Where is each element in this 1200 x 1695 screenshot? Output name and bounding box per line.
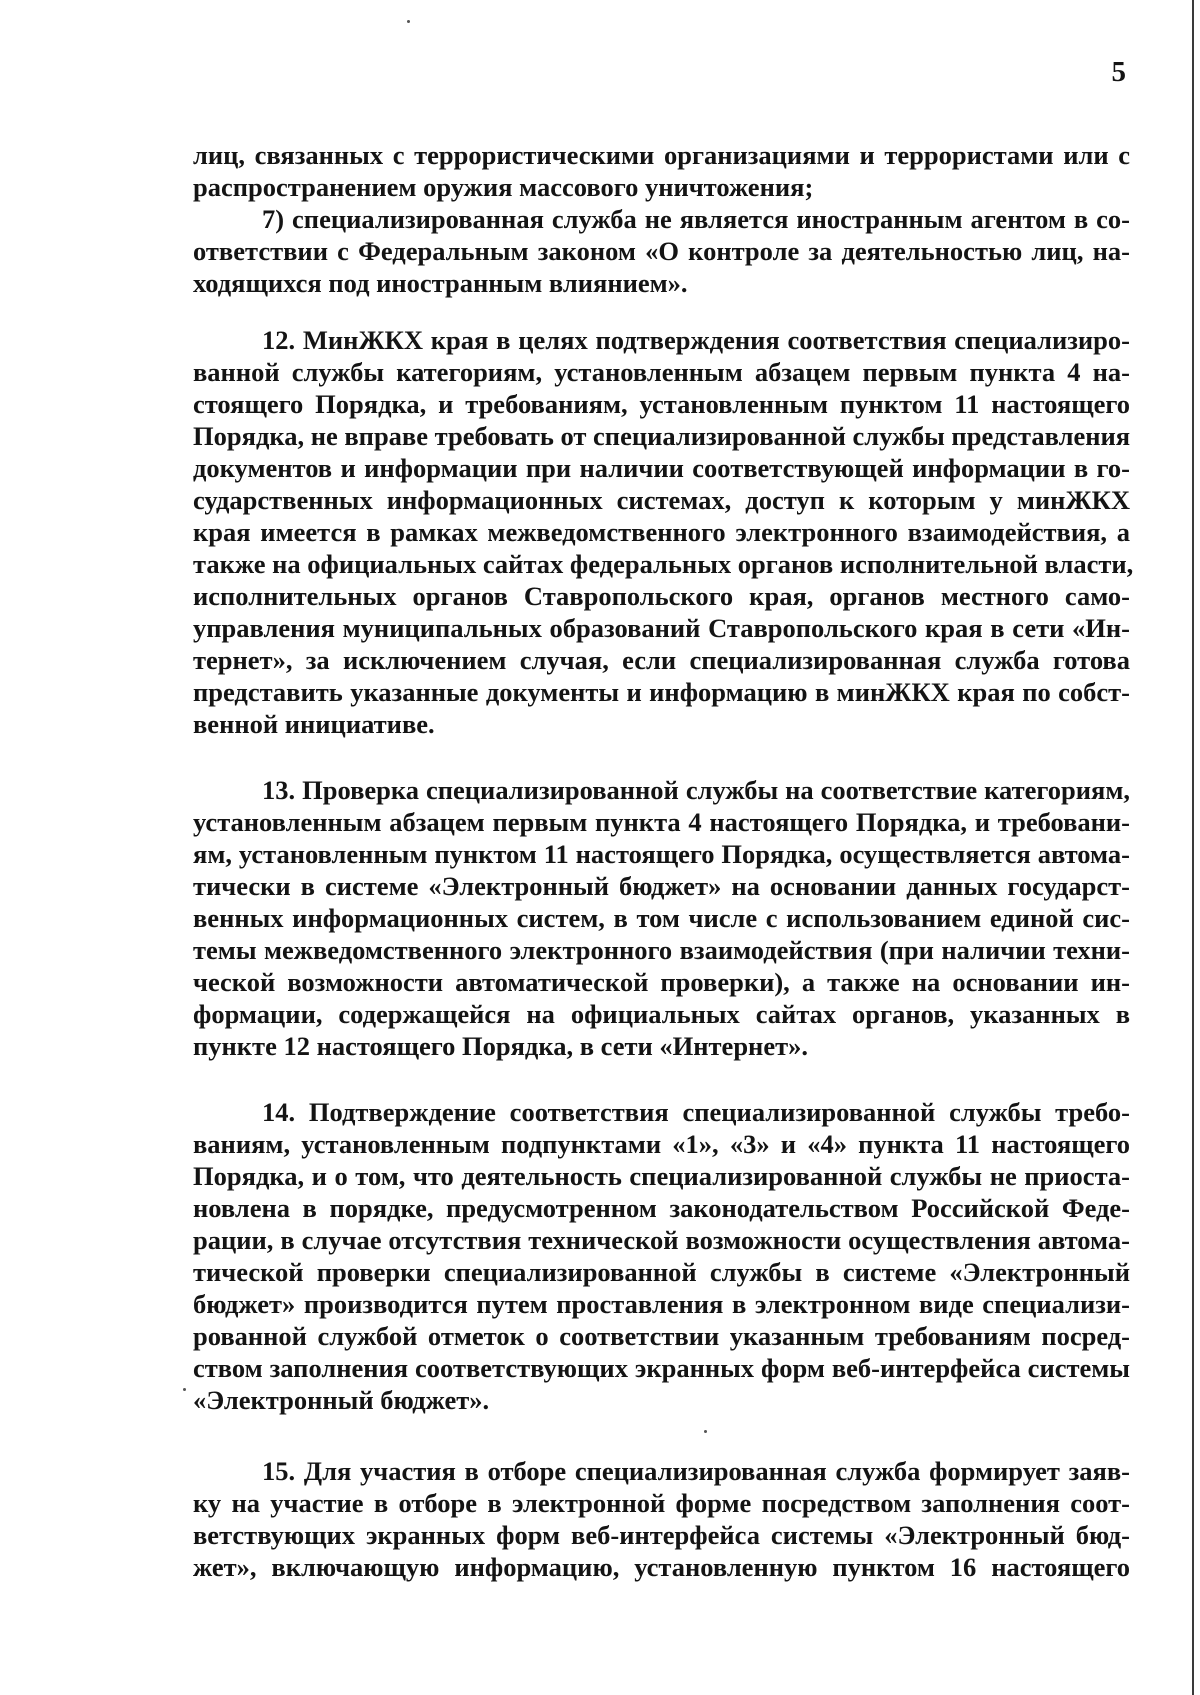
text-line: 13. Проверка специализированной службы на соответствие категориям,	[262, 775, 1130, 805]
text-line: венных информационных систем, в том числе с использованием единой сис-	[193, 903, 1130, 933]
text-line: Порядка, и о том, что деятельность специализированной службы не приоста-	[193, 1161, 1130, 1191]
text-line: Порядка, не вправе требовать от специализированной службы представления	[193, 421, 1131, 451]
text-line: исполнительных органов Ставропольского края, органов местного само-	[193, 581, 1130, 611]
text-line: тической проверки специализированной службы в системе «Электронный	[193, 1257, 1130, 1287]
text-line: пункте 12 настоящего Порядка, в сети «Интернет».	[193, 1031, 808, 1061]
text-line: установленным абзацем первым пункта 4 настоящего Порядка, и требовани-	[193, 807, 1130, 837]
text-line: лиц, связанных с террористическими организациями и террористами или с	[193, 140, 1130, 170]
text-line: сударственных информационных системах, доступ к которым у минЖКХ	[193, 485, 1130, 515]
text-line: управления муниципальных образований Ставропольского края в сети «Ин-	[193, 613, 1130, 643]
scan-speck	[704, 1430, 707, 1433]
text-line: новлена в порядке, предусмотренном законодательством Российской Феде-	[193, 1193, 1130, 1223]
text-line: края имеется в рамках межведомственного электронного взаимодействия, а	[193, 517, 1130, 547]
text-line: представить указанные документы и информацию в минЖКХ края по собст-	[193, 677, 1130, 707]
text-line: ваниям, установленным подпунктами «1», «3» и «4» пункта 11 настоящего	[193, 1129, 1130, 1159]
text-line: документов и информации при наличии соответствующей информации в го-	[193, 453, 1130, 483]
text-line: ветствующих экранных форм веб-интерфейса системы «Электронный бюд-	[193, 1520, 1130, 1550]
text-line: «Электронный бюджет».	[193, 1385, 490, 1415]
text-line: 7) специализированная служба не является иностранным агентом в со-	[262, 204, 1130, 234]
text-line: ходящихся под иностранным влиянием».	[193, 268, 688, 298]
text-line: жет», включающую информацию, установленную пунктом 16 настоящего	[193, 1552, 1130, 1582]
text-line: ванной службы категориям, установленным абзацем первым пункта 4 на-	[193, 357, 1130, 387]
page-number: 5	[1111, 56, 1126, 88]
text-line: 14. Подтверждение соответствия специализированной службы требо-	[262, 1097, 1130, 1127]
text-line: также на официальных сайтах федеральных органов исполнительной власти,	[193, 549, 1134, 579]
text-line: рации, в случае отсутствия технической возможности осуществления автома-	[193, 1225, 1130, 1255]
text-line: тернет», за исключением случая, если специализированная служба готова	[193, 645, 1130, 675]
text-line: ответствии с Федеральным законом «О контроле за деятельностью лиц, на-	[193, 236, 1130, 266]
scan-speck	[407, 20, 410, 23]
text-line: ческой возможности автоматической проверки), а также на основании ин-	[193, 967, 1130, 997]
text-line: 12. МинЖКХ края в целях подтверждения соответствия специализиро-	[262, 325, 1130, 355]
text-line: рованной службой отметок о соответствии указанным требованиям посред-	[193, 1321, 1130, 1351]
scan-edge-line	[1192, 0, 1194, 1695]
text-line: венной инициативе.	[193, 709, 435, 739]
text-line: 15. Для участия в отборе специализированная служба формирует заяв-	[262, 1456, 1130, 1486]
text-line: ством заполнения соответствующих экранных форм веб-интерфейса системы	[193, 1353, 1130, 1383]
text-line: стоящего Порядка, и требованиям, установленным пунктом 11 настоящего	[193, 389, 1130, 419]
text-line: формации, содержащейся на официальных сайтах органов, указанных в	[193, 999, 1130, 1029]
text-line: бюджет» производится путем проставления в электронном виде специализи-	[193, 1289, 1130, 1319]
scan-speck	[183, 1388, 186, 1391]
text-line: распространением оружия массового уничтожения;	[193, 172, 814, 202]
text-line: тически в системе «Электронный бюджет» на основании данных государст-	[193, 871, 1130, 901]
text-line: ям, установленным пунктом 11 настоящего Порядка, осуществляется автома-	[193, 839, 1130, 869]
text-line: темы межведомственного электронного взаимодействия (при наличии техни-	[193, 935, 1130, 965]
text-line: ку на участие в отборе в электронной форме посредством заполнения соот-	[193, 1488, 1130, 1518]
